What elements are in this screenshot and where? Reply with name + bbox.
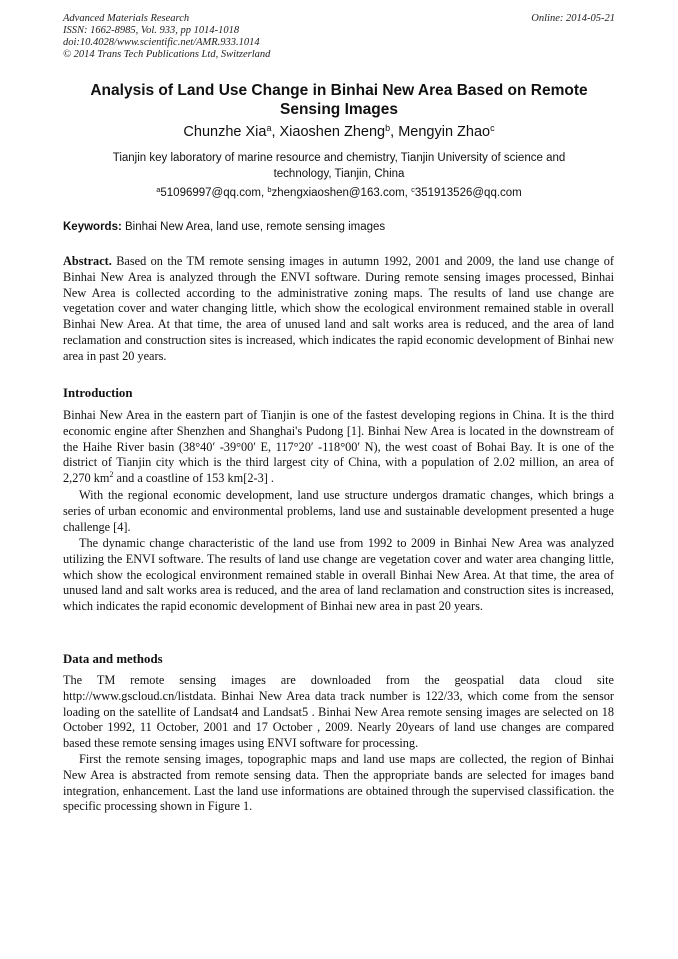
abstract-label: Abstract.	[63, 254, 112, 268]
methods-paragraph-1: The TM remote sensing images are downloaded from the geospatial data cloud site http://www.gscloud.cn/listdata. Binhai New Area data track number is 122/33, which come from the sensor loading on the satellite of Landsat4 and Landsat5 . Binhai New Area remote sensing images are selected on 18 October 1992, 11 October, 2001 and 17 October , 2009. Nearly 20years of land use changes are compared based these remote sensing images using ENVI software for processing.	[63, 673, 614, 751]
copyright-line: © 2014 Trans Tech Publications Ltd, Switzerland	[63, 49, 271, 60]
intro-p1-tail: and a coastline of 153 km[2-3] .	[113, 471, 274, 486]
issn-line: ISSN: 1662-8985, Vol. 933, pp 1014-1018	[63, 25, 240, 36]
affiliation	[75, 150, 603, 182]
email-address: zhengxiaoshen@163.com	[271, 187, 405, 199]
intro-paragraph-2: With the regional economic development, land use structure undergos dramatic changes, which brings a series of urban economic and environmental problems, land use and sustainable development presented a huge challenge [4].	[63, 488, 614, 534]
author-name: Mengyin Zhao	[398, 124, 491, 140]
journal-name: Advanced Materials Research	[63, 13, 190, 24]
doi-line: doi:10.4028/www.scientific.net/AMR.933.1014	[63, 37, 260, 48]
keywords-text: Binhai New Area, land use, remote sensing images	[121, 221, 386, 233]
author-separator: ,	[271, 124, 280, 140]
data-methods-heading: Data and methods	[63, 652, 163, 666]
author-list	[60, 123, 618, 141]
abstract-text: Based on the TM remote sensing images in autumn 1992, 2001 and 2009, the land use change of Binhai New Area is analyzed through the ENVI software. During remote sensing images processed, Binhai New Area is collected according to the administrative zoning maps. The results of land use change are vegetation cover and water changing little, which show the ecological environment remained stable in overall Binhai New Area. At that time, the area of unused land and salt works area is reduced, and the area of land reclamation and construction sites is increased, which indicates the rapid economic development of Binhai new area in past 20 years.	[63, 254, 614, 363]
online-date: Online: 2014-05-21	[531, 13, 615, 24]
intro-paragraph-1	[63, 408, 614, 487]
email-mark: a	[156, 185, 161, 194]
email-list	[60, 186, 618, 200]
affiliation-line-2: technology, Tianjin, China	[273, 168, 405, 180]
author-name: Chunzhe Xia	[183, 124, 267, 140]
keywords-label: Keywords:	[63, 221, 122, 233]
keywords	[63, 220, 615, 234]
author-mark: b	[385, 123, 391, 133]
title-line-2: Sensing Images	[279, 101, 398, 118]
intro-paragraph-3: The dynamic change characteristic of the land use from 1992 to 2009 in Binhai New Area was analyzed utilizing the ENVI software. The results of land use change are vegetation cover and water area changing little, which show the ecological environment remained stable in overall Binhai New Area. At that time, the area of unused land and salt works area is reduced, and the area of land reclamation and construction sites is increased, which indicates the rapid economic development of Binhai new area in past 20 years.	[63, 536, 614, 614]
abstract	[63, 254, 614, 365]
email-address: 51096997@qq.com	[160, 187, 261, 199]
author-separator: ,	[390, 124, 399, 140]
paper-title	[60, 81, 618, 119]
journal-header	[63, 13, 615, 61]
author-mark: c	[490, 123, 495, 133]
email-separator: ,	[260, 187, 268, 199]
email-mark: b	[267, 185, 272, 194]
author-name: Xiaoshen Zheng	[279, 124, 386, 140]
email-separator: ,	[404, 187, 412, 199]
km-superscript: 2	[109, 470, 114, 480]
email-address: 351913526@qq.com	[414, 187, 522, 199]
email-mark: c	[411, 185, 415, 194]
author-mark: a	[266, 123, 272, 133]
methods-paragraph-2: First the remote sensing images, topographic maps and land use maps are collected, the region of Binhai New Area is abstracted from remote sensing data. Then the appropriate bands are selected for images band integration, enhancement. Last the land use informations are obtained through the supervised classification. the specific processing shown in Figure 1.	[63, 752, 614, 814]
affiliation-line-1: Tianjin key laboratory of marine resource and chemistry, Tianjin University of science and	[112, 152, 566, 164]
introduction-heading: Introduction	[63, 386, 133, 400]
intro-p1-text: Binhai New Area in the eastern part of Tianjin is one of the fastest developing regions in China. It is the third economic engine after Shenzhen and Shanghai's Pudong [1]. Binhai New Area is located in the downstream of the Haihe River basin (38°40′ -39°00′ E, 117°20′ -118°00′ N), the west coast of Bohai Bay. It is one of the district of Tianjin city which is the third largest city of China, with a population of 2.02 million, an area of 2,270 km	[63, 408, 614, 486]
title-line-1: Analysis of Land Use Change in Binhai New Area Based on Remote	[90, 82, 588, 99]
